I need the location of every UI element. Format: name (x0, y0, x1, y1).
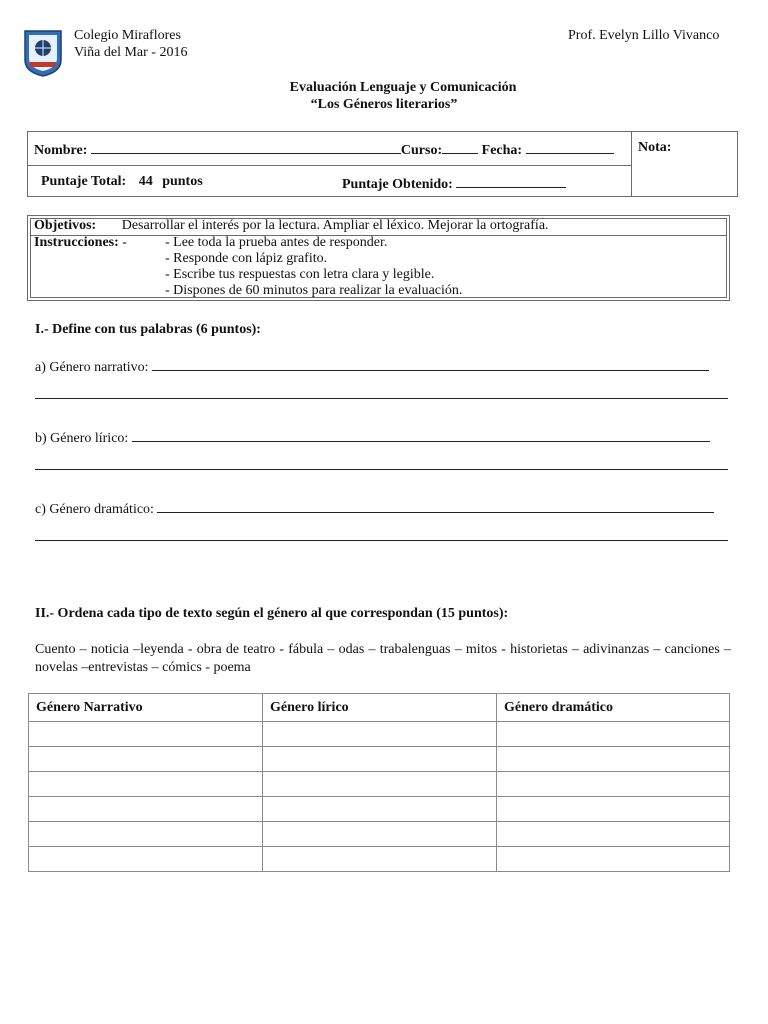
table-cell[interactable] (29, 847, 263, 872)
puntaje-total-value: 44 (138, 174, 153, 189)
table-cell[interactable] (497, 847, 730, 872)
teacher-name: Prof. Evelyn Lillo Vivanco (568, 28, 720, 43)
table-cell[interactable] (29, 722, 263, 747)
nombre-field[interactable] (91, 140, 401, 154)
table-cell[interactable] (497, 822, 730, 847)
column-header-narrativo: Género Narrativo (29, 694, 263, 722)
puntaje-total (41, 174, 203, 190)
nota-label: Nota: (638, 140, 672, 155)
table-cell[interactable] (263, 747, 497, 772)
genre-classification-table (28, 693, 730, 872)
question-a (35, 357, 709, 376)
objectives-label: Objetivos: (34, 218, 97, 233)
objectives-text: Desarrollar el interés por la lectura. Ampliar el léxico. Mejorar la ortografía. (121, 218, 549, 233)
table-row (29, 797, 730, 822)
puntaje-obtenido-field[interactable] (456, 174, 566, 188)
instruction-item: - Lee toda la prueba antes de responder. (165, 235, 388, 250)
fecha-field[interactable] (526, 140, 614, 154)
school-name: Colegio Miraflores (74, 28, 181, 43)
table-cell[interactable] (263, 797, 497, 822)
answer-b-line1[interactable] (132, 428, 710, 442)
answer-a-line2[interactable] (35, 398, 728, 399)
answer-c-line1[interactable] (157, 499, 714, 513)
column-header-lirico: Género lírico (263, 694, 497, 722)
table-row (29, 722, 730, 747)
answer-a-line1[interactable] (152, 357, 709, 371)
answer-c-line2[interactable] (35, 540, 728, 541)
section1-title: I.- Define con tus palabras (6 puntos): (35, 322, 261, 337)
table-cell[interactable] (263, 772, 497, 797)
table-cell[interactable] (29, 747, 263, 772)
curso-field[interactable] (442, 140, 478, 154)
question-c (35, 499, 714, 518)
question-a-label: a) Género narrativo: (35, 360, 149, 375)
objectives-row (34, 218, 549, 234)
instruction-item: - Responde con lápiz grafito. (165, 251, 328, 266)
table-header-row (29, 694, 730, 722)
table-row (29, 747, 730, 772)
instruction-item: - Dispones de 60 minutos para realizar la evaluación. (165, 283, 463, 298)
table-cell[interactable] (29, 822, 263, 847)
answer-b-line2[interactable] (35, 469, 728, 470)
student-name-row (34, 140, 614, 159)
table-row (29, 847, 730, 872)
table-cell[interactable] (497, 772, 730, 797)
question-b-label: b) Género lírico: (35, 431, 129, 446)
puntaje-obtenido (342, 174, 566, 193)
table-cell[interactable] (29, 797, 263, 822)
text-types-list: Cuento – noticia –leyenda - obra de teatro - fábula – odas – trabalenguas – mitos - historietas – adivinanzas – canciones – novelas –entrevistas – cómics - poema (35, 642, 731, 675)
page-subtitle: “Los Géneros literarios” (310, 97, 458, 112)
section2-title: II.- Ordena cada tipo de texto según el género al que correspondan (15 puntos): (35, 606, 509, 621)
table-cell[interactable] (497, 797, 730, 822)
curso-label: Curso: (400, 143, 443, 158)
instructions-label-row (34, 235, 127, 251)
question-b (35, 428, 710, 447)
instructions-list (165, 235, 462, 299)
column-header-dramatico: Género dramático (497, 694, 730, 722)
puntaje-total-unit: puntos (162, 174, 203, 189)
table-cell[interactable] (263, 822, 497, 847)
page-title: Evaluación Lenguaje y Comunicación (289, 80, 517, 95)
question-c-label: c) Género dramático: (35, 502, 154, 517)
table-cell[interactable] (263, 722, 497, 747)
instruction-item: - Escribe tus respuestas con letra clara y legible. (165, 267, 435, 282)
school-crest-logo (22, 28, 64, 78)
nombre-label: Nombre: (34, 143, 88, 158)
table-cell[interactable] (263, 847, 497, 872)
puntaje-total-label: Puntaje Total: (41, 174, 127, 189)
table-row (29, 822, 730, 847)
puntaje-obtenido-label: Puntaje Obtenido: (342, 177, 453, 192)
instructions-dash: - (122, 235, 127, 250)
instructions-label: Instrucciones: (34, 235, 119, 250)
table-cell[interactable] (29, 772, 263, 797)
fecha-label: Fecha: (481, 143, 523, 158)
table-cell[interactable] (497, 722, 730, 747)
table-cell[interactable] (497, 747, 730, 772)
table-row (29, 772, 730, 797)
city-year: Viña del Mar - 2016 (74, 45, 188, 60)
